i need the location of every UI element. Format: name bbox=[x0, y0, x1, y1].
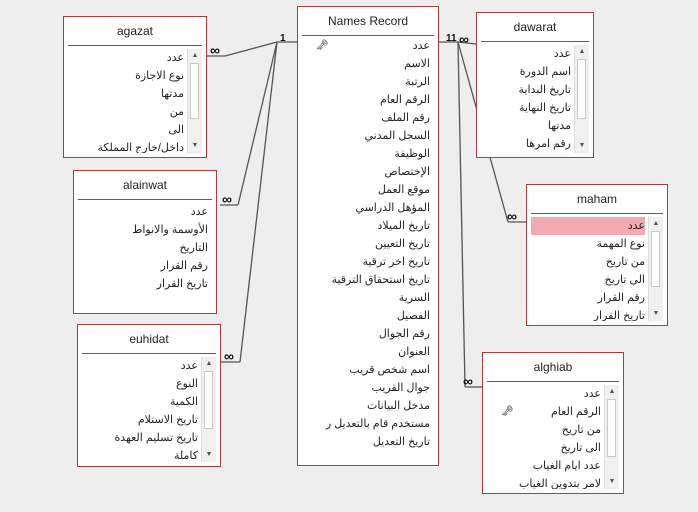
field[interactable]: مدخل البيانات bbox=[366, 400, 430, 412]
field[interactable]: من bbox=[169, 106, 184, 118]
field[interactable]: النوع bbox=[176, 378, 198, 390]
field[interactable]: الى تاريخ bbox=[560, 442, 601, 454]
table-title[interactable]: dawarat bbox=[481, 13, 589, 42]
field[interactable]: التاريخ bbox=[179, 242, 208, 254]
field[interactable]: مدتها bbox=[160, 88, 184, 100]
table-euhidat[interactable] bbox=[77, 324, 221, 467]
field-list bbox=[487, 385, 619, 489]
key-icon: 🗝 bbox=[316, 40, 329, 51]
scroll-down-icon[interactable]: ▼ bbox=[202, 448, 216, 462]
key-icon: 🗝 bbox=[501, 406, 514, 417]
field[interactable]: نوع الاجازة bbox=[135, 70, 184, 82]
field[interactable]: تاريخ النهاية bbox=[518, 102, 571, 114]
field-list bbox=[82, 357, 216, 462]
field-list bbox=[68, 49, 202, 153]
vertical-scrollbar[interactable] bbox=[648, 217, 663, 321]
table-title[interactable]: agazat bbox=[68, 17, 202, 46]
scroll-up-icon[interactable]: ▲ bbox=[202, 357, 216, 371]
table-title[interactable]: alghiab bbox=[487, 353, 619, 382]
scroll-thumb[interactable] bbox=[607, 399, 616, 457]
table-title[interactable]: alainwat bbox=[78, 171, 212, 200]
field[interactable]: اسم الدورة bbox=[519, 66, 571, 78]
field[interactable]: تاريخ القرار bbox=[593, 310, 645, 321]
many-label-dawarat: ∞ bbox=[459, 31, 469, 47]
many-label-alainwat: ∞ bbox=[222, 191, 232, 207]
table-alainwat[interactable] bbox=[73, 170, 217, 314]
vertical-scrollbar[interactable] bbox=[574, 45, 589, 153]
field[interactable]: الرقم العام bbox=[380, 94, 430, 106]
table-title[interactable]: Names Record bbox=[302, 7, 434, 36]
table-title[interactable]: euhidat bbox=[82, 325, 216, 354]
field[interactable]: تاريخ القرار bbox=[156, 278, 208, 290]
scroll-thumb[interactable] bbox=[577, 59, 586, 119]
field[interactable]: السجل المدني bbox=[364, 130, 430, 142]
field[interactable]: الى bbox=[168, 124, 184, 136]
table-agazat[interactable] bbox=[63, 16, 207, 158]
many-label-alghiab: ∞ bbox=[463, 373, 473, 389]
many-label-euhidat: ∞ bbox=[224, 348, 234, 364]
field-label: الرقم العام bbox=[551, 406, 601, 418]
field[interactable]: عدد bbox=[166, 52, 184, 64]
field[interactable]: تاريخ تسليم العهدة bbox=[114, 432, 198, 444]
scroll-thumb[interactable] bbox=[651, 231, 660, 287]
field[interactable]: الوظيفة bbox=[394, 148, 430, 160]
field[interactable]: عدد bbox=[180, 360, 198, 372]
field[interactable]: عدد bbox=[190, 206, 208, 218]
field[interactable]: داخل/خارج المملكة bbox=[97, 142, 184, 153]
scroll-down-icon[interactable]: ▼ bbox=[188, 139, 202, 153]
field[interactable]: مستخدم قام بالتعديل ر bbox=[325, 418, 430, 430]
field[interactable]: الاسم bbox=[404, 58, 430, 70]
field[interactable]: المؤهل الدراسي bbox=[355, 202, 430, 214]
field[interactable]: نوع المهمة bbox=[596, 238, 645, 250]
field-primary-key[interactable] bbox=[302, 37, 430, 55]
table-names-record[interactable] bbox=[297, 6, 439, 466]
field-primary-key[interactable] bbox=[487, 403, 601, 421]
scroll-down-icon[interactable]: ▼ bbox=[575, 139, 589, 153]
many-label-agazat: ∞ bbox=[210, 42, 220, 58]
field[interactable]: الفصيل bbox=[396, 310, 430, 322]
vertical-scrollbar[interactable] bbox=[201, 357, 216, 462]
scroll-thumb[interactable] bbox=[204, 371, 213, 429]
vertical-scrollbar[interactable] bbox=[604, 385, 619, 489]
table-alghiab[interactable] bbox=[482, 352, 624, 494]
one-label-right: 1 bbox=[446, 33, 452, 44]
field[interactable]: تاريخ استحقاق الترقية bbox=[331, 274, 430, 286]
field-list bbox=[78, 203, 212, 309]
field-selected[interactable]: عدد bbox=[531, 217, 645, 235]
field[interactable]: عدد ايام الغياب bbox=[532, 460, 601, 472]
field-label: عدد bbox=[412, 40, 430, 52]
scroll-thumb[interactable] bbox=[190, 63, 199, 119]
field[interactable]: تاريخ التعديل bbox=[372, 436, 430, 448]
field[interactable]: رقم القرار bbox=[160, 260, 208, 272]
field[interactable]: كاملة bbox=[173, 450, 198, 462]
field[interactable]: جوال القريب bbox=[371, 382, 430, 394]
many-label-maham: ∞ bbox=[507, 208, 517, 224]
field[interactable]: الكمية bbox=[169, 396, 198, 408]
field-list bbox=[302, 37, 434, 461]
field[interactable]: رقم القرار bbox=[597, 292, 645, 304]
scroll-up-icon[interactable]: ▲ bbox=[649, 217, 663, 231]
field[interactable]: الأوسمة والانواط bbox=[132, 224, 208, 236]
field[interactable]: الى تاريخ bbox=[604, 274, 645, 286]
scroll-up-icon[interactable]: ▲ bbox=[575, 45, 589, 59]
field[interactable]: العنوان bbox=[398, 346, 430, 358]
scroll-down-icon[interactable]: ▼ bbox=[605, 475, 619, 489]
table-maham[interactable] bbox=[526, 184, 668, 326]
field[interactable]: تاريخ اخر ترقية bbox=[362, 256, 430, 268]
field-list bbox=[481, 45, 589, 153]
scroll-down-icon[interactable]: ▼ bbox=[649, 307, 663, 321]
field[interactable]: رقم الملف bbox=[381, 112, 430, 124]
table-dawarat[interactable] bbox=[476, 12, 594, 158]
field[interactable]: لامر بتدوين الغياب bbox=[519, 478, 601, 489]
field[interactable]: عدد bbox=[583, 388, 601, 400]
field[interactable]: موقع العمل bbox=[377, 184, 430, 196]
field[interactable]: مدتها bbox=[547, 120, 571, 132]
field[interactable]: الإختصاص bbox=[384, 166, 430, 178]
field[interactable]: تاريخ الميلاد bbox=[377, 220, 430, 232]
field[interactable]: عدد bbox=[553, 48, 571, 60]
field[interactable]: من تاريخ bbox=[605, 256, 645, 268]
scroll-up-icon[interactable]: ▲ bbox=[605, 385, 619, 399]
scroll-up-icon[interactable]: ▲ bbox=[188, 49, 202, 63]
field[interactable]: السرية bbox=[398, 292, 430, 304]
field[interactable]: رقم امرها bbox=[525, 138, 571, 150]
table-title[interactable]: maham bbox=[531, 185, 663, 214]
one-label-right-2: 1 bbox=[451, 33, 457, 44]
field[interactable]: رقم الجوال bbox=[378, 328, 430, 340]
field[interactable]: الرتبة bbox=[405, 76, 430, 88]
field-list bbox=[531, 217, 663, 321]
field[interactable]: من تاريخ bbox=[561, 424, 601, 436]
field[interactable]: تاريخ الاستلام bbox=[137, 414, 198, 426]
field[interactable]: اسم شخص قريب bbox=[349, 364, 430, 376]
field[interactable]: تاريخ التعيين bbox=[375, 238, 430, 250]
vertical-scrollbar[interactable] bbox=[187, 49, 202, 153]
one-label-left: 1 bbox=[280, 33, 286, 44]
field[interactable]: تاريخ البداية bbox=[518, 84, 571, 96]
